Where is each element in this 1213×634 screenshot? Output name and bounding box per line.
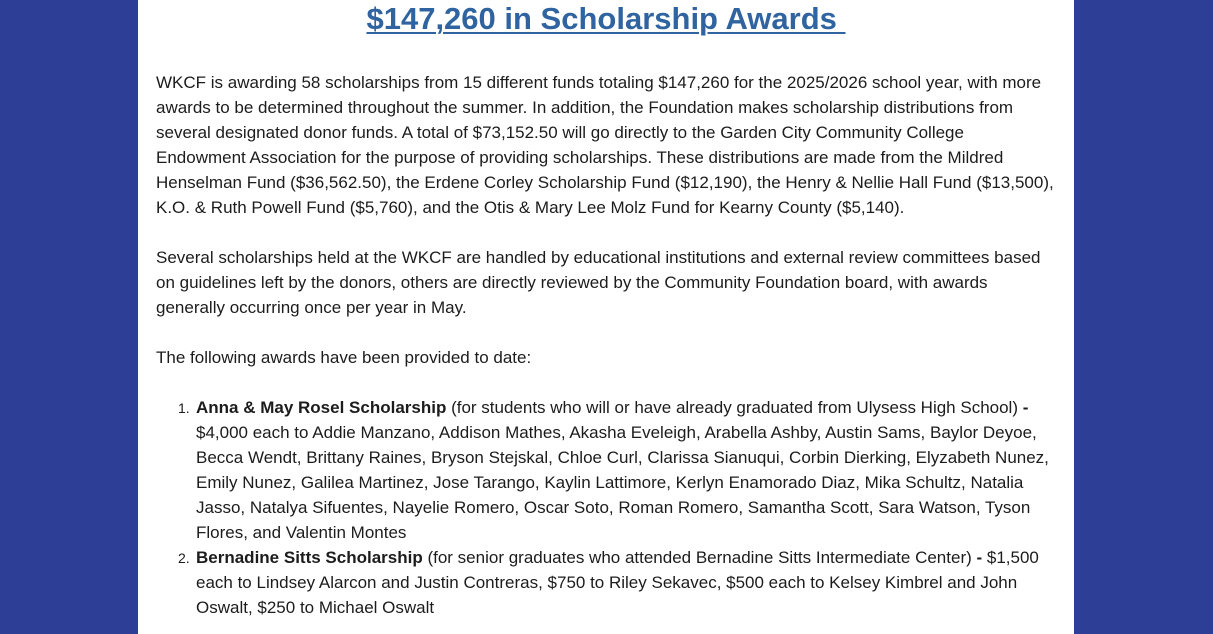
article-page [138,0,1074,634]
page-title[interactable]: $147,260 in Scholarship Awards [366,1,846,36]
list-item-number: 1. [178,400,190,416]
list-item-number: 2. [178,550,190,566]
award-separator: - [1022,398,1029,417]
awards-intro-paragraph: The following awards have been provided to date: [156,348,532,367]
awards-list [156,395,1058,620]
intro-paragraph: WKCF is awarding 58 scholarships from 15 different funds totaling $147,260 for the 2025/2026 school year, with more awards to be determined throughout the summer. In addition, the Foundation makes scholarship distributions from several designated donor funds. A total of $73,152.50 will go directly to the Garden City Community College Endowment Association for the purpose of providing scholarships. These distributions are made from the Mildred Henselman Fund ($36,562.50), the Erdene Corley Scholarship Fund ($12,190), the Henry & Nellie Hall Fund ($13,500), K.O. & Ruth Powell Fund ($5,760), and the Otis & Mary Lee Molz Fund for Kearny County ($5,140). [156,73,1054,217]
award-recipients: $1,500 each to Lindsey Alarcon and Justin Contreras, $750 to Riley Sekavec, $500 each to Kelsey Kimbrel and John Oswalt, $250 to Michael Oswalt [196,548,1039,617]
review-paragraph: Several scholarships held at the WKCF are handled by educational institutions and external review committees based on guidelines left by the donors, others are directly reviewed by the Community Foundation board, with awards generally occurring once per year in May. [156,248,1041,317]
award-criteria: (for students who will or have already graduated from Ulysess High School) [446,398,1023,417]
list-item [178,395,1058,545]
award-name: Anna & May Rosel Scholarship [196,398,447,417]
award-name: Bernadine Sitts Scholarship [196,548,423,567]
list-item [178,545,1058,620]
award-separator: - [976,548,983,567]
award-recipients: $4,000 each to Addie Manzano, Addison Mathes, Akasha Eveleigh, Arabella Ashby, Austin Sams, Baylor Deyoe, Becca Wendt, Brittany Raines, Bryson Stejskal, Chloe Curl, Clarissa Sianuqui, Corbin Dierking, Elyzabeth Nunez, Emily Nunez, Galilea Martinez, Jose Tarango, Kaylin Lattimore, Kerlyn Enamorado Diaz, Mika Schultz, Natalia Jasso, Natalya Sifuentes, Nayelie Romero, Oscar Soto, Roman Romero, Samantha Scott, Sara Watson, Tyson Flores, and Valentin Montes [196,423,1049,542]
award-criteria: (for senior graduates who attended Bernadine Sitts Intermediate Center) [422,548,977,567]
article-body [156,70,1058,620]
